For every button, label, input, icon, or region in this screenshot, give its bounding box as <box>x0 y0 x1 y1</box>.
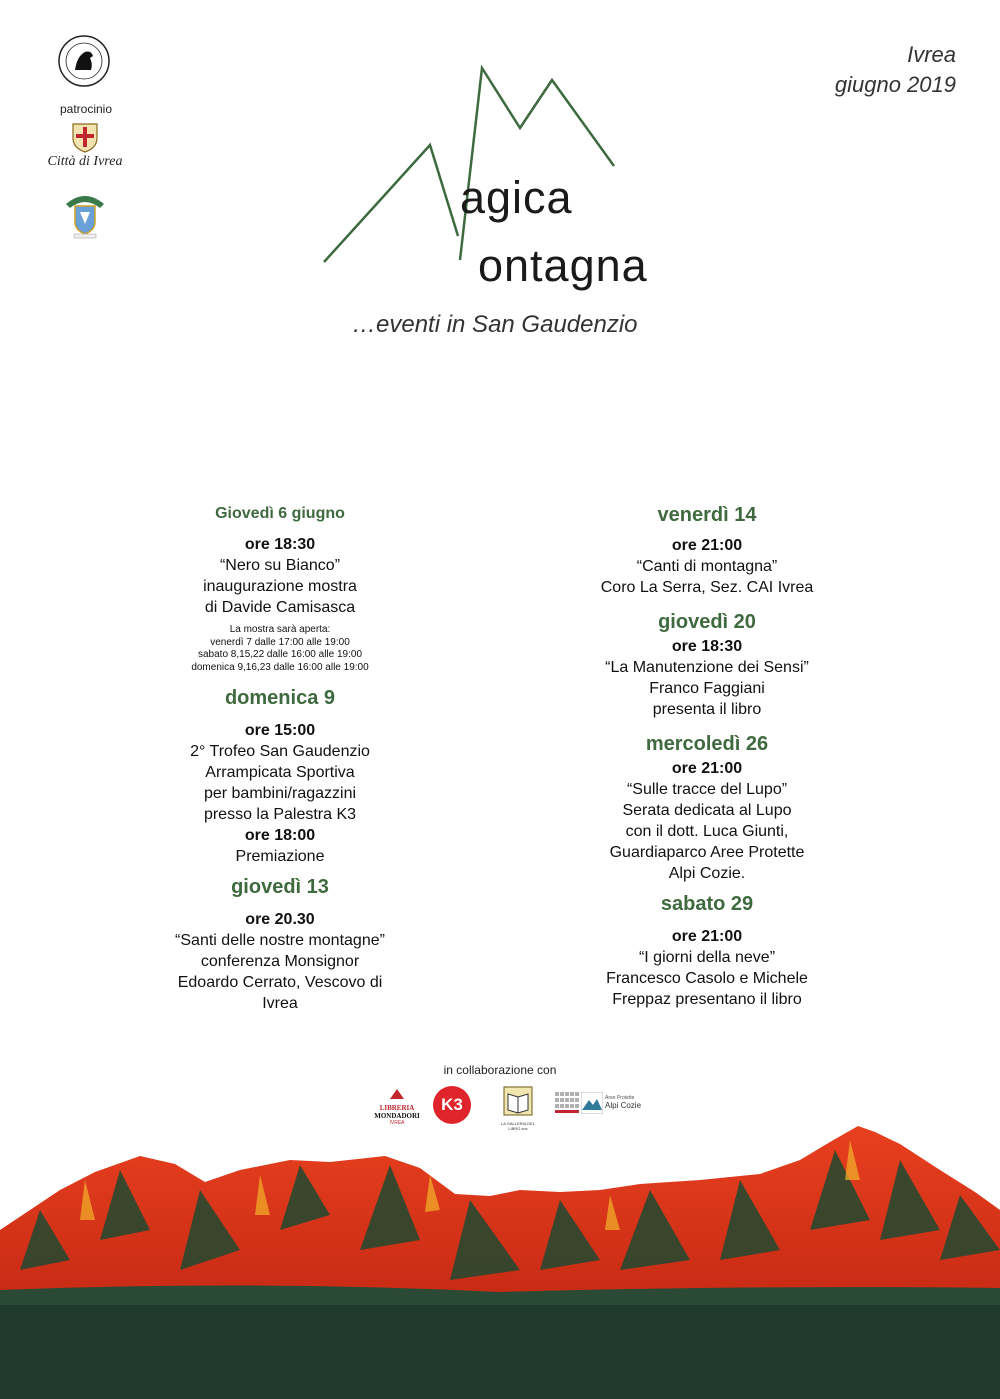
event-line: Alpi Cozie. <box>668 865 746 882</box>
event-day: Giovedì 6 giugno <box>215 505 345 522</box>
event-line: “Sulle tracce del Lupo” <box>626 781 788 798</box>
event-time: ore 18:00 <box>244 827 316 844</box>
event-time: ore 21:00 <box>671 760 743 777</box>
exhibit-note: La mostra sarà aperta: <box>229 624 331 635</box>
event-line: di Davide Camisasca <box>204 599 356 616</box>
event-time: ore 18:30 <box>671 638 743 655</box>
events-left-column <box>130 496 430 1014</box>
event-line: Guardiaparco Aree Protette <box>609 844 805 861</box>
place-city: Ivrea <box>907 42 956 67</box>
event-line: Arrampicata Sportiva <box>205 764 355 781</box>
event-time: ore 20.30 <box>245 911 315 928</box>
event-time: ore 15:00 <box>244 722 316 739</box>
event-line: Freppaz presentano il libro <box>612 991 802 1008</box>
collaboration-label: in collaborazione con <box>443 1063 557 1077</box>
event-line: Serata dedicata al Lupo <box>622 802 792 819</box>
event-line: “Santi delle nostre montagne” <box>175 932 385 949</box>
event-day: domenica 9 <box>224 687 336 709</box>
event-day: venerdì 14 <box>657 504 757 526</box>
alpi-cozie-mountain-icon <box>581 1092 603 1114</box>
mondadori-text-1: LIBRERIA <box>379 1104 415 1112</box>
event-line: “La Manutenzione dei Sensi” <box>605 659 809 676</box>
mondadori-triangle-icon <box>390 1089 404 1099</box>
place-date <box>835 40 956 100</box>
event-line: “Canti di montagna” <box>636 558 778 575</box>
subtitle: …eventi in San Gaudenzio <box>352 311 638 338</box>
event-line: per bambini/ragazzini <box>203 785 357 802</box>
event-time: ore 21:00 <box>671 928 743 945</box>
galleria-text: LA GALLERIA DEL LIBRO snc <box>500 1121 536 1131</box>
mountain-artwork <box>0 1120 1000 1399</box>
alpi-cozie-text-1: Aree Protette <box>605 1095 635 1101</box>
k3-logo: K3 <box>433 1086 471 1124</box>
bishop-crest-icon <box>62 190 108 240</box>
gruppo-borghetto-logo <box>57 34 111 88</box>
event-line: conferenza Monsignor <box>200 953 360 970</box>
event-line: Ivrea <box>262 995 298 1012</box>
patrocinio-label: patrocinio <box>59 102 113 116</box>
mondadori-text-3: IVREA <box>389 1120 405 1126</box>
place-month: giugno 2019 <box>834 72 956 97</box>
citta-ivrea-label: Città di Ivrea <box>47 154 123 169</box>
event-line: con il dott. Luca Giunti, <box>625 823 789 840</box>
exhibit-note: sabato 8,15,22 dalle 16:00 alle 19:00 <box>197 649 363 660</box>
event-line: presso la Palestra K3 <box>203 806 357 823</box>
exhibit-note: domenica 9,16,23 dalle 16:00 alle 19:00 <box>191 661 369 673</box>
event-line: inaugurazione mostra <box>203 578 357 595</box>
event-day: sabato 29 <box>660 893 754 915</box>
event-time: ore 21:00 <box>671 537 743 554</box>
event-time: ore 18:30 <box>244 536 316 553</box>
event-line: “Nero su Bianco” <box>219 557 341 574</box>
alpi-cozie-logo <box>581 1092 641 1114</box>
title-word-agica: agica <box>460 172 573 223</box>
event-line: Premiazione <box>235 848 325 865</box>
event-day: giovedì 20 <box>658 611 756 633</box>
event-line: presenta il libro <box>652 701 762 718</box>
event-line: Franco Faggiani <box>649 680 765 697</box>
alpi-cozie-text-2: Alpi Cozie <box>605 1101 642 1110</box>
event-day: mercoledì 26 <box>645 733 769 755</box>
galleria-book-icon <box>503 1086 533 1116</box>
event-line: 2° Trofeo San Gaudenzio <box>190 743 370 760</box>
event-line: Francesco Casolo e Michele <box>606 970 808 987</box>
event-line: Coro La Serra, Sez. CAI Ivrea <box>600 579 814 596</box>
event-line: “I giorni della neve” <box>638 949 776 966</box>
regione-grid-icon <box>555 1092 579 1114</box>
event-line: Edoardo Cerrato, Vescovo di <box>177 974 383 991</box>
events-right-column <box>557 497 857 1010</box>
mondadori-text-2: MONDADORI <box>374 1112 420 1120</box>
exhibit-note: venerdì 7 dalle 17:00 alle 19:00 <box>210 636 350 648</box>
event-day: giovedì 13 <box>231 876 329 898</box>
ivrea-crest-icon <box>68 120 102 154</box>
title-word-ontagna: ontagna <box>478 240 648 291</box>
